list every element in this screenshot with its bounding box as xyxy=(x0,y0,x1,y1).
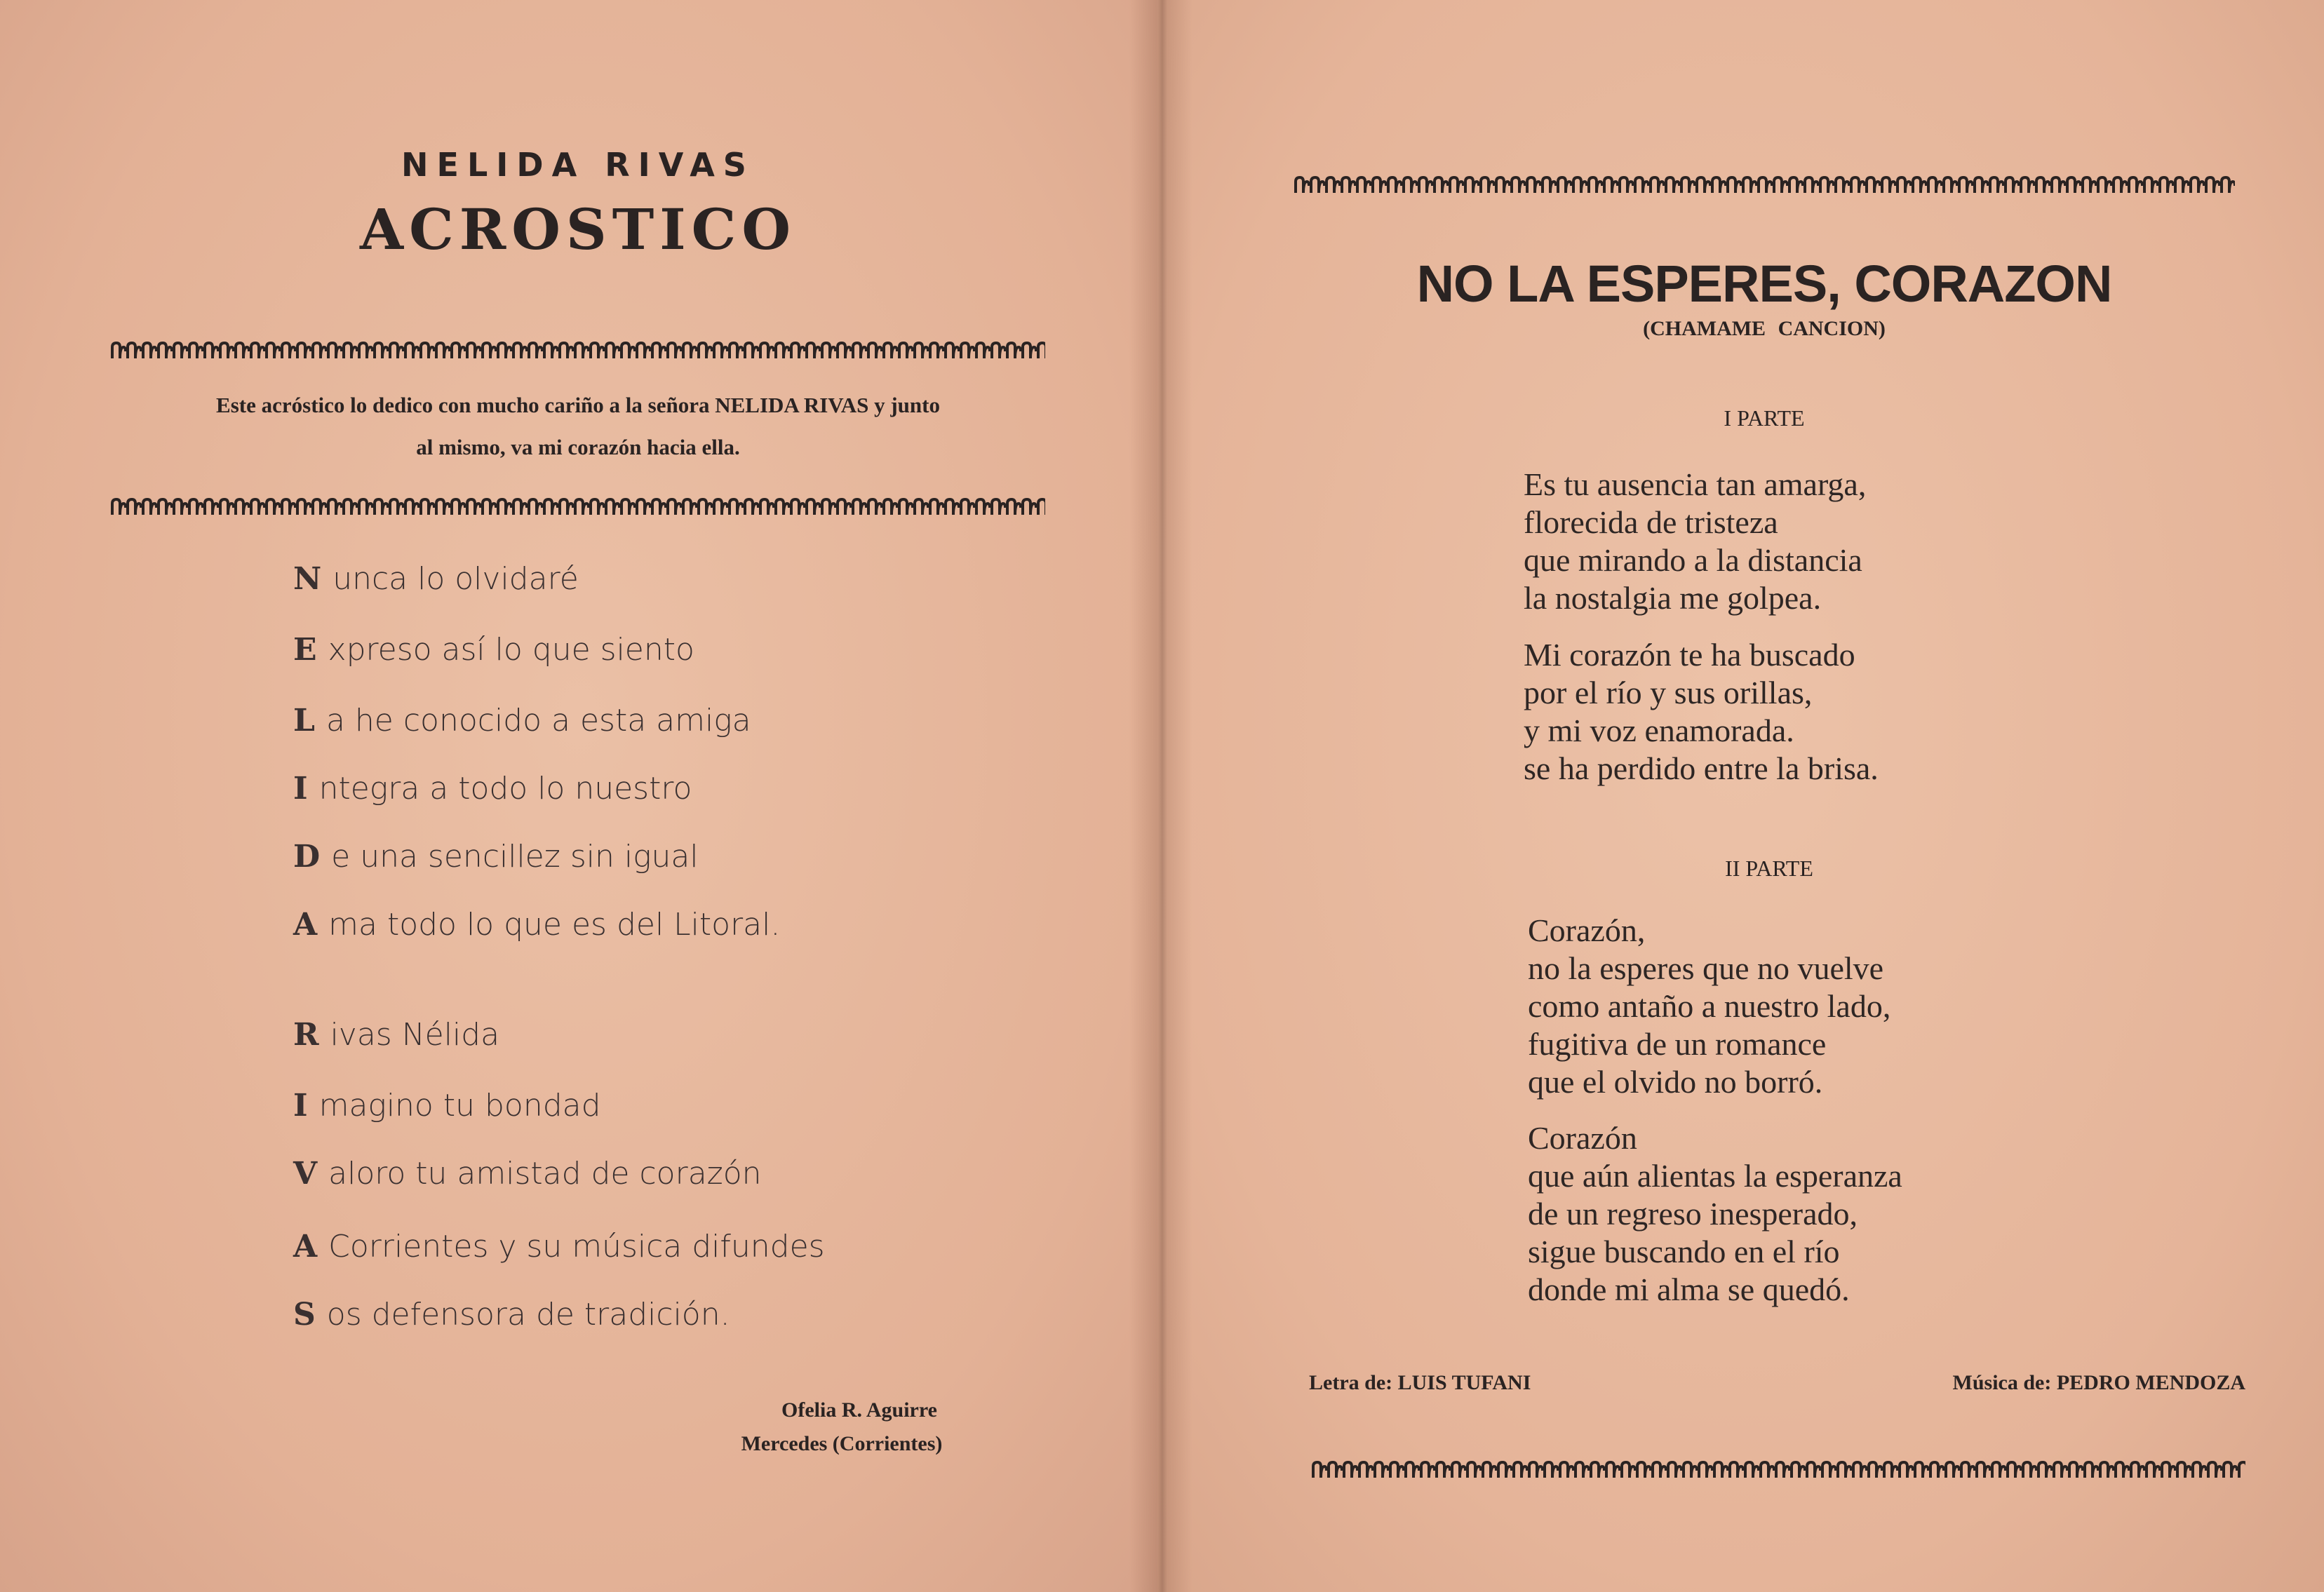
right-page xyxy=(1157,0,2324,1592)
signature-place: Mercedes (Corrientes) xyxy=(741,1432,943,1455)
stanza: Corazón que aún alientas la esperanza de un regreso inesperado, sigue buscando en el río donde mi alma se quedó. xyxy=(1528,1120,1902,1307)
acrostic-line: S os defensora de tradición. xyxy=(293,1297,730,1333)
part-label: II PARTE xyxy=(1725,856,1813,881)
dedication-line: Este acróstico lo dedico con mucho cariño a la señora NELIDA RIVAS y junto xyxy=(216,393,940,417)
acrostic-line: V aloro tu amistad de corazón xyxy=(293,1156,762,1192)
left-page xyxy=(0,0,1157,1592)
song-title: NO LA ESPERES, CORAZON xyxy=(1416,255,2112,313)
name-heading: NELIDA RIVAS xyxy=(401,146,755,184)
stanza: Corazón, no la esperes que no vuelve como antaño a nuestro lado, fugitiva de un romance que el olvido no borró. xyxy=(1528,912,1891,1100)
ornamental-border xyxy=(1312,1461,2245,1479)
page-title: ACROSTICO xyxy=(360,196,796,262)
book-spine xyxy=(1129,0,1193,1592)
acrostic-line: I magino tu bondad xyxy=(293,1088,601,1124)
acrostic-line: A ma todo lo que es del Litoral. xyxy=(293,907,781,943)
part-label: I PARTE xyxy=(1724,405,1805,431)
stanza: Mi corazón te ha buscado por el río y sus orillas, y mi voz enamorada. se ha perdido entre la brisa. xyxy=(1524,637,1879,786)
music-credit: Música de: PEDRO MENDOZA xyxy=(1952,1371,2245,1394)
acrostic-line: I ntegra a todo lo nuestro xyxy=(293,771,692,807)
ornamental-border xyxy=(111,342,1045,360)
acrostic-line: L a he conocido a esta amiga xyxy=(293,703,751,738)
acrostic-line: D e una sencillez sin igual xyxy=(293,839,699,875)
acrostic-line: R ivas Nélida xyxy=(293,1017,500,1053)
acrostic-line: E xpreso así lo que siento xyxy=(293,632,694,668)
lyrics-credit: Letra de: LUIS TUFANI xyxy=(1309,1371,1531,1394)
song-subtitle: (CHAMAME CANCION) xyxy=(1643,317,1886,340)
acrostic-line: A Corrientes y su música difundes xyxy=(293,1229,825,1264)
stanza: Es tu ausencia tan amarga, florecida de tristeza que mirando a la distancia la nostalgia me golpea. xyxy=(1524,466,1867,616)
ornamental-border xyxy=(1294,176,2235,194)
dedication-line: al mismo, va mi corazón hacia ella. xyxy=(416,435,740,459)
ornamental-border xyxy=(111,498,1045,516)
acrostic-line: N unca lo olvidaré xyxy=(293,561,579,597)
signature-name: Ofelia R. Aguirre xyxy=(781,1398,937,1422)
